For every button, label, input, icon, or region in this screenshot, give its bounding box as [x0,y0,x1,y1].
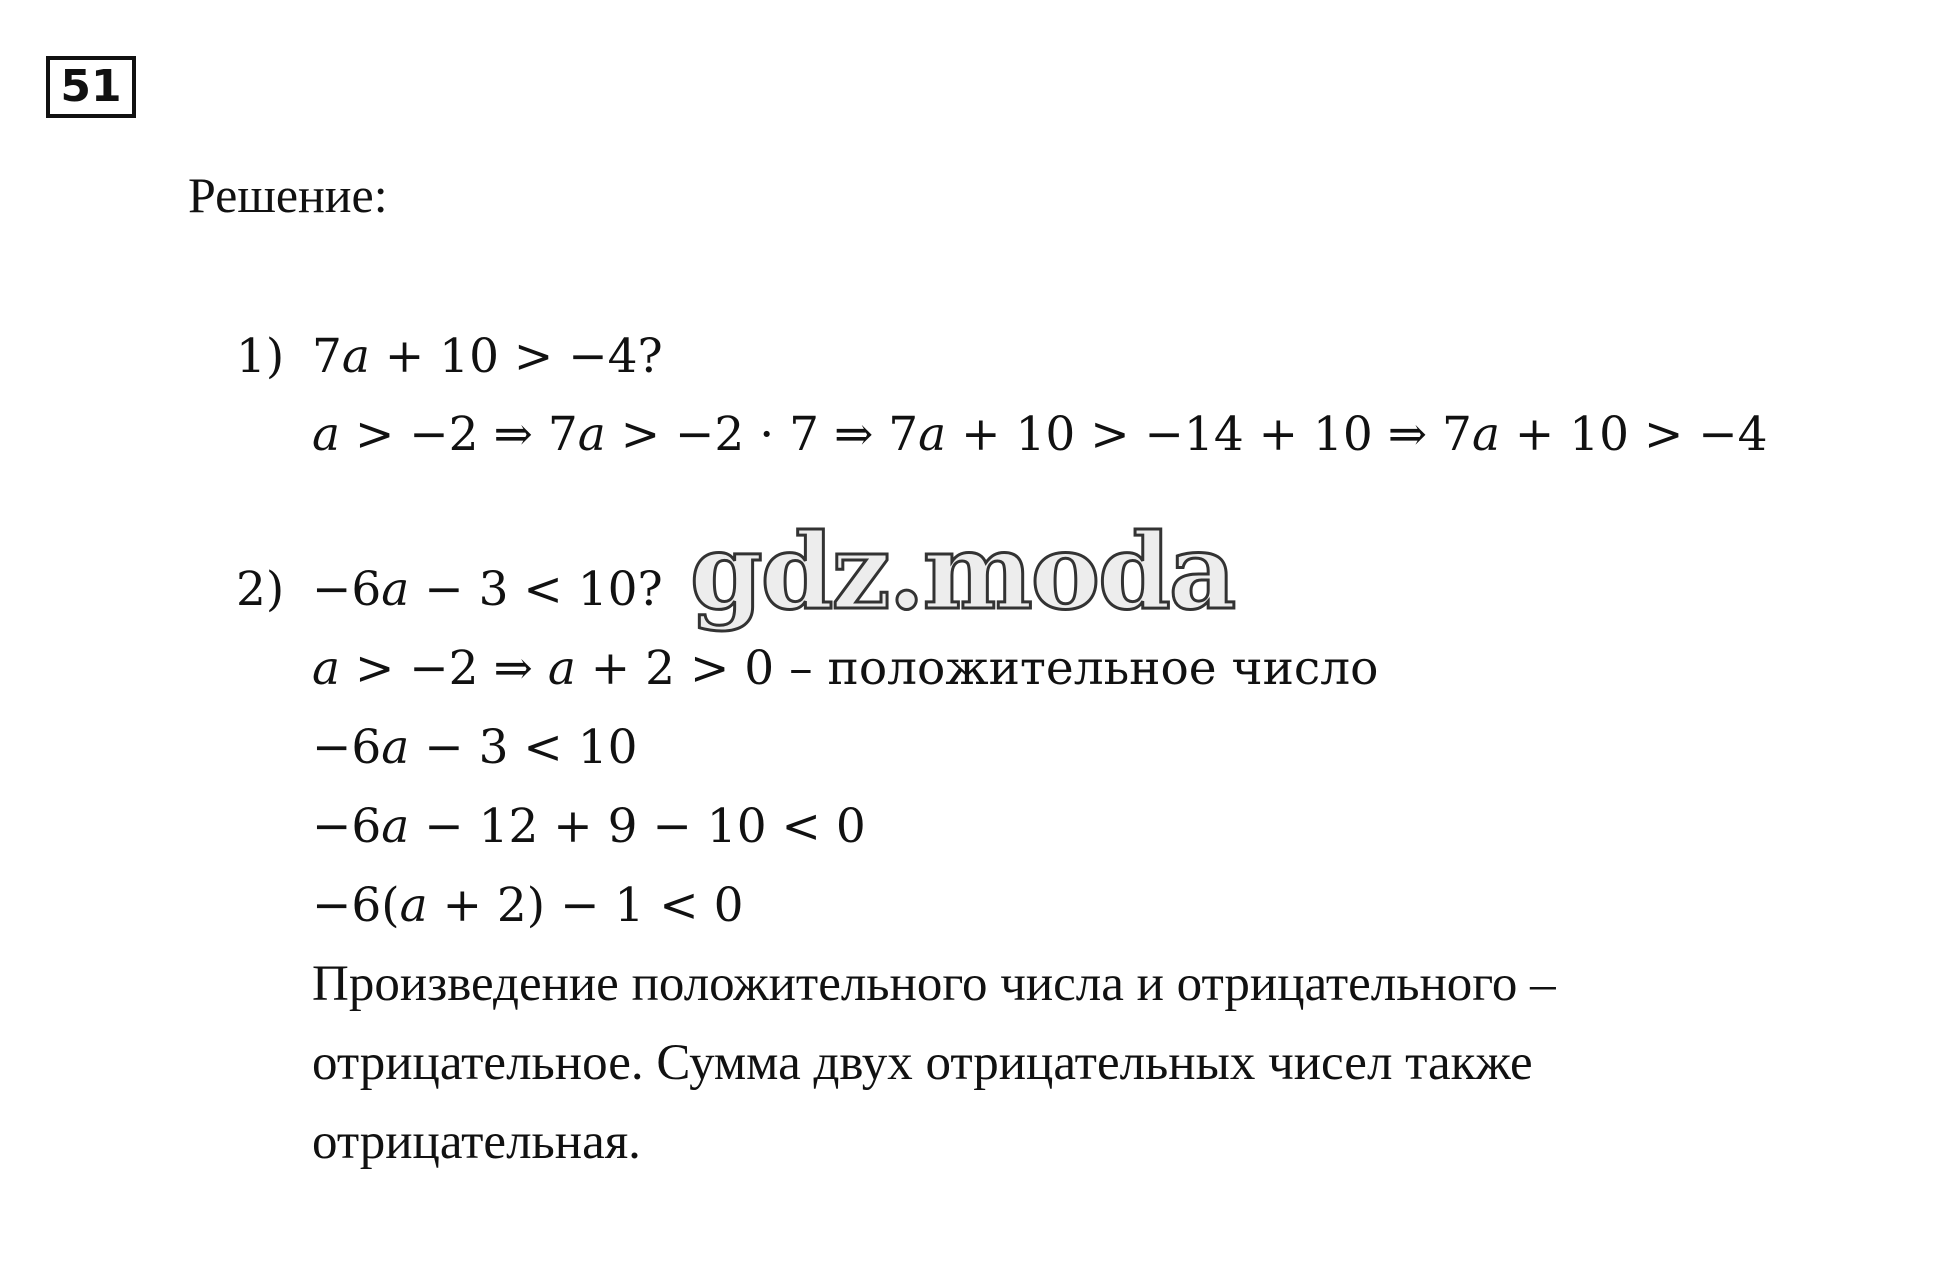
item-1-question: 7𝑎 + 10 > −4? [312,329,663,384]
item-2-step-3: −6(𝑎 + 2) − 1 < 0 [312,878,744,933]
item-1-number: 1) [236,329,285,384]
conclusion-line-2: отрицательное. Сумма двух отрицательных чисел также [312,1035,1533,1091]
item-2-step-2: −6𝑎 − 12 + 9 − 10 < 0 [312,799,866,854]
item-2-step-1: −6𝑎 − 3 < 10 [312,720,638,775]
item-2-question: −6𝑎 − 3 < 10? [312,562,663,617]
item-2-condition: 𝑎 > −2 ⇒ 𝑎 + 2 > 0 – положительное число [312,641,1379,696]
problem-number: 51 [60,61,122,112]
item-1-derivation: 𝑎 > −2 ⇒ 7𝑎 > −2 · 7 ⇒ 7𝑎 + 10 > −14 + 10 ⇒ 7𝑎 + 10 > −4 [312,407,1768,462]
conclusion-line-3: отрицательная. [312,1114,641,1170]
solution-heading: Решение: [188,167,388,223]
problem-number-box [46,56,136,118]
conclusion-line-1: Произведение положительного числа и отрицательного – [312,956,1556,1012]
item-2-number: 2) [236,562,285,617]
watermark: gdz.moda [690,510,1235,633]
